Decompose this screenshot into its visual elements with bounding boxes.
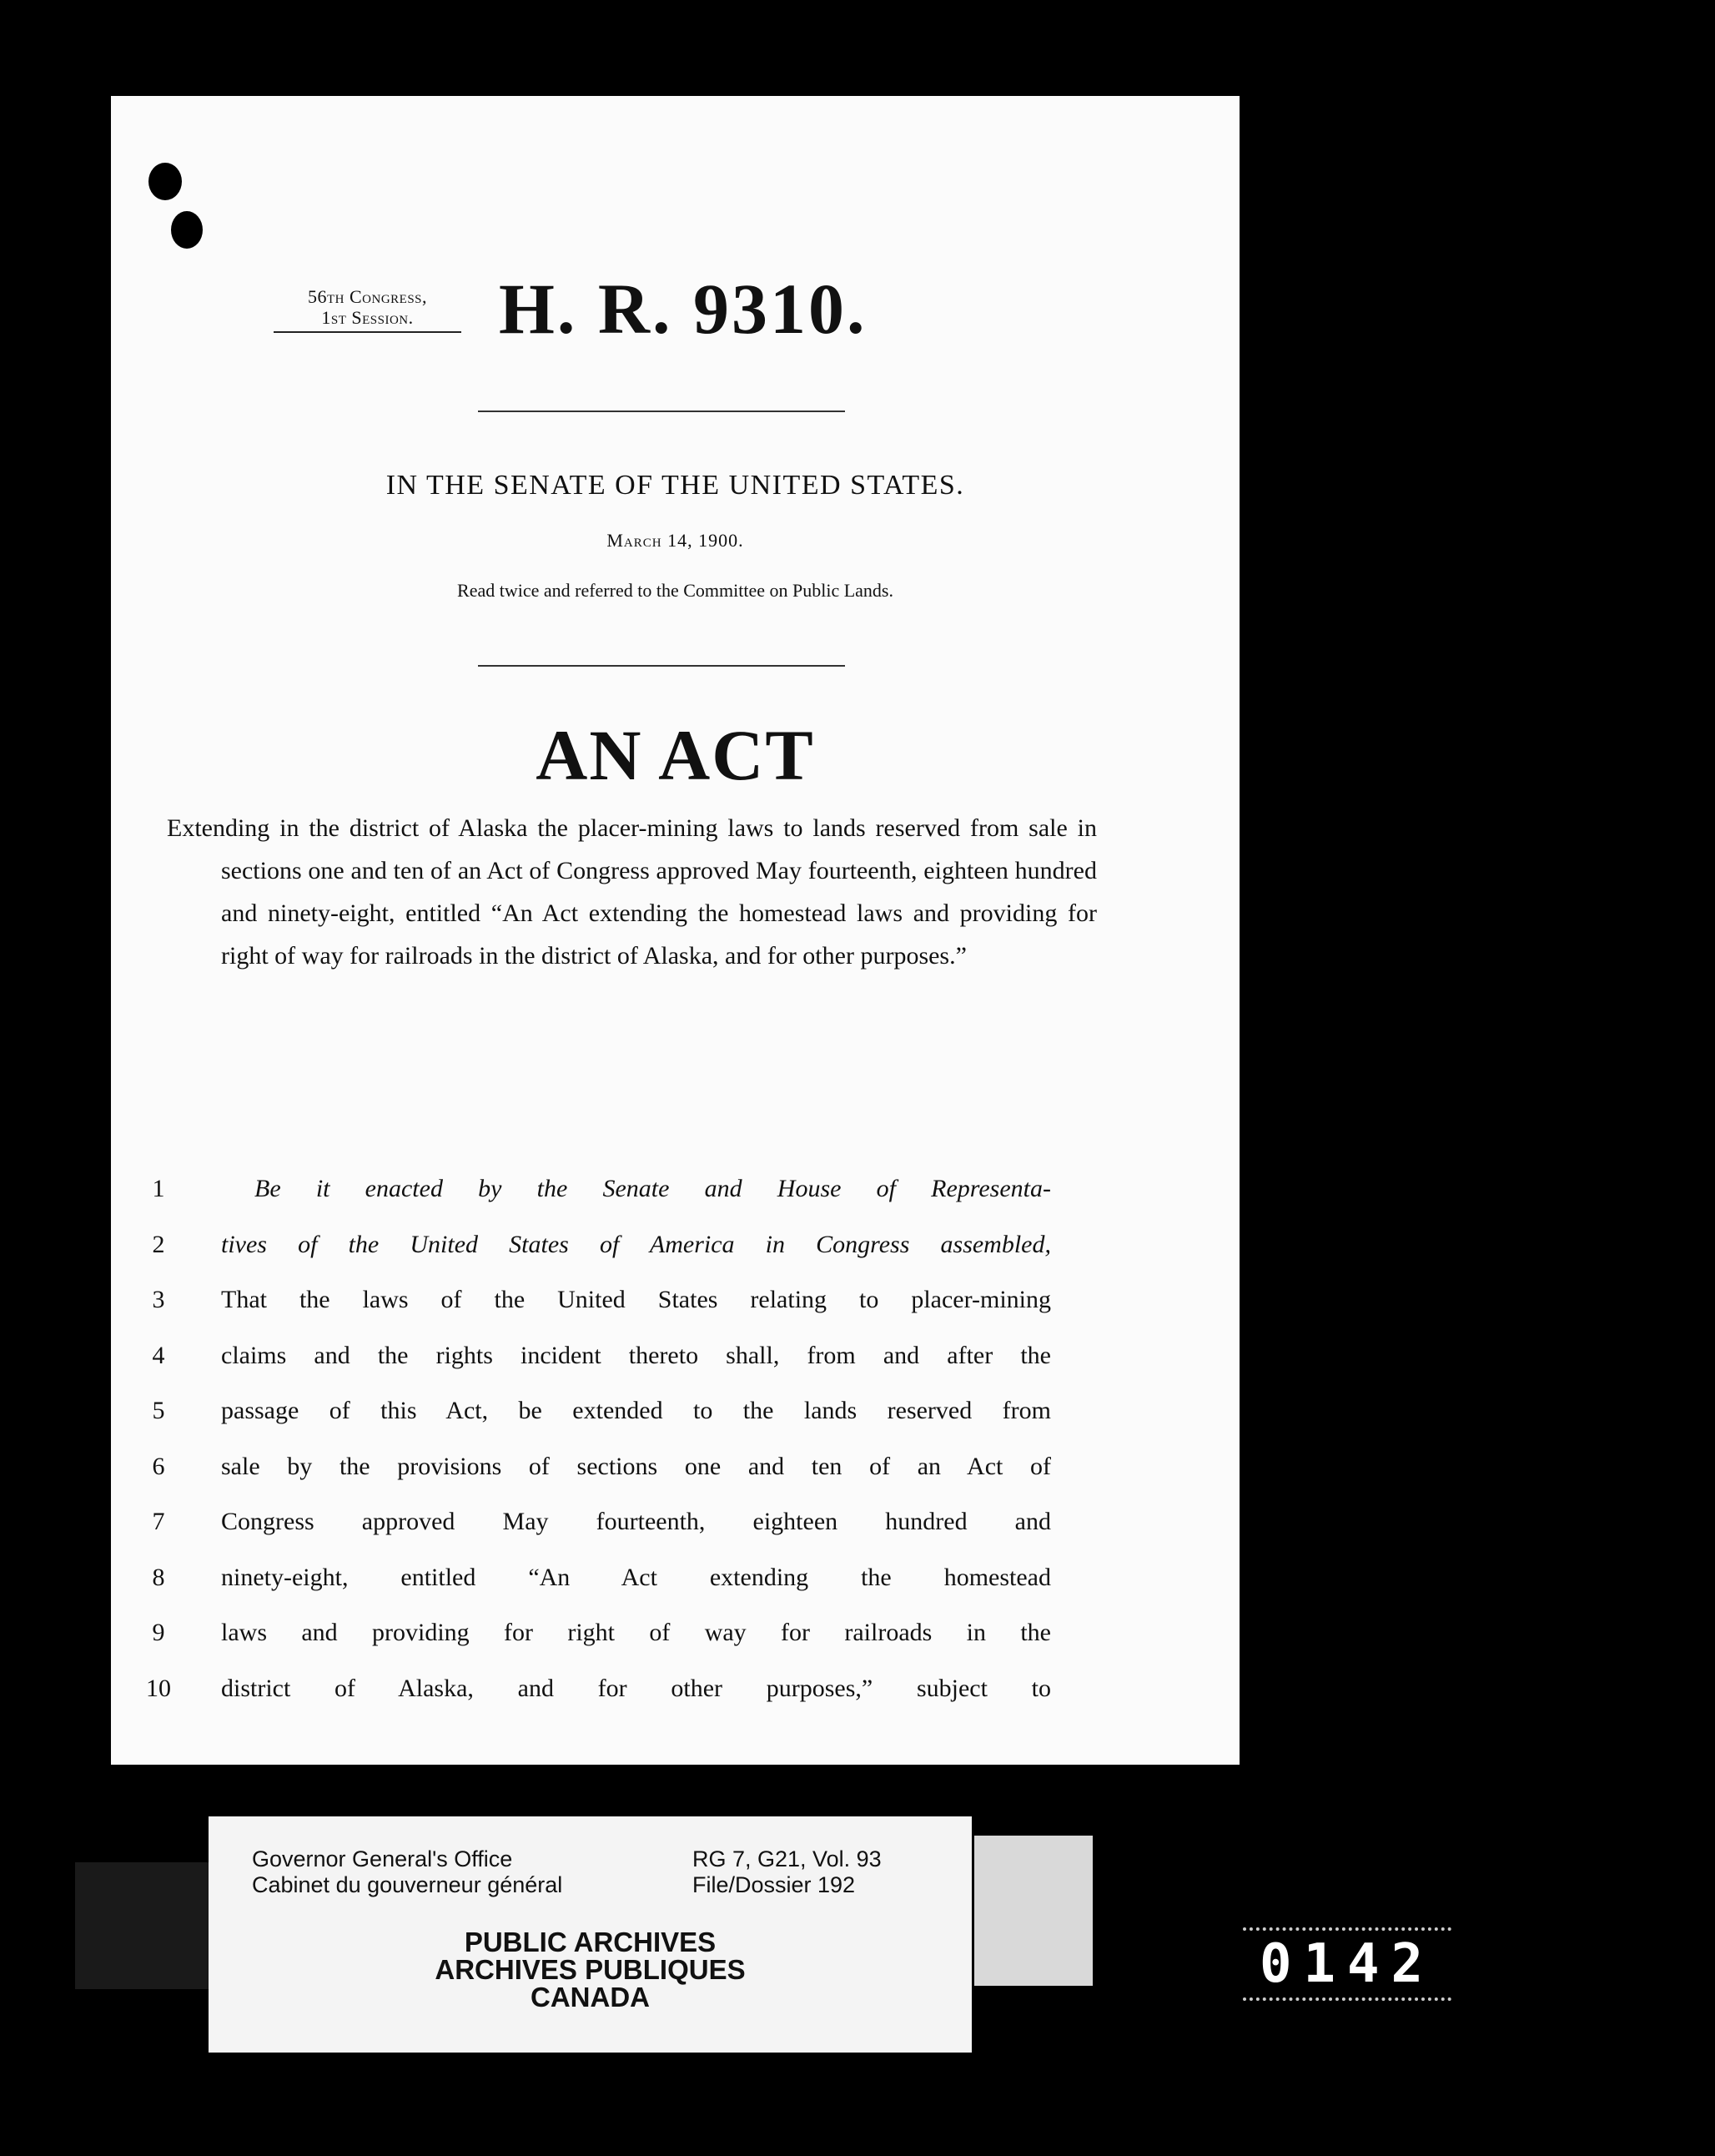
act-description: Extending in the district of Alaska the placer-mining laws to lands reserved from sale in sections one and ten of an Act of Congress approved May fourteenth, eighteen hundred and ninety-eight, entitled “An Act extending the homestead laws and providing for right of way for railroads in the district of Alaska, and for other purposes.” [167,814,1097,970]
line-text: passage of this Act, be extended to the lands reserved from [221,1397,1051,1424]
line-text: ninety-eight, entitled “An Act extending the homestead [221,1563,1051,1591]
line-number: 7 [152,1508,165,1535]
line-text: sale by the provisions of sections one and ten of an Act of [221,1452,1051,1480]
stamp-line: PUBLIC ARCHIVES [464,1927,717,1957]
archive-stamp-label [209,1915,972,2053]
label-flap [974,1836,1093,1986]
stamp-line: ARCHIVES PUBLIQUES [435,1954,746,1985]
punch-hole [148,163,182,200]
text-line [142,1394,1051,1450]
line-text: Be it enacted by the Senate and House of Representa- [254,1175,1051,1202]
frame-number: 0142 [1243,1927,1451,2001]
text-line [142,1561,1051,1617]
line-text: That the laws of the United States relating to placer-mining [221,1286,1051,1313]
senate-heading: IN THE SENATE OF THE UNITED STATES. [385,470,965,501]
line-number: 4 [152,1341,165,1369]
text-line [142,1339,1051,1395]
referral-line: Read twice and referred to the Committee on Public Lands. [457,580,893,601]
stamp-line: CANADA [531,1982,650,2012]
archive-reference-label [209,1816,972,1915]
label-shadow [75,1862,213,1989]
line-text: claims and the rights incident thereto shall, from and after the [221,1341,1051,1369]
text-line [142,1283,1051,1339]
document-page [111,96,1240,1765]
text-line [142,1228,1051,1284]
office-fr: Cabinet du gouverneur général [252,1872,563,1897]
line-text: Congress approved May fourteenth, eighteen hundred and [221,1508,1051,1535]
punch-hole [171,211,203,249]
text-line [142,1450,1051,1506]
divider [478,665,845,667]
line-text: district of Alaska, and for other purposes,” subject to [221,1674,1051,1702]
text-line [142,1672,1051,1728]
line-number: 5 [152,1397,165,1424]
session-label: 1st Session. [321,307,414,328]
congress-session [274,286,461,333]
text-line [142,1505,1051,1561]
act-title: AN ACT [536,715,815,795]
office-names [252,1846,562,1898]
date-line: March 14, 1900. [606,530,744,551]
enacting-text [142,1172,1051,1727]
file-number: File/Dossier 192 [692,1872,856,1897]
line-number: 3 [152,1286,165,1313]
bill-number: H. R. 9310. [499,269,868,349]
line-number: 8 [152,1563,165,1591]
line-number: 10 [146,1674,171,1702]
divider [478,411,845,412]
line-text: laws and providing for right of way for railroads in the [221,1619,1051,1646]
congress-label: 56th Congress, [307,286,428,307]
office-en: Governor General's Office [252,1846,513,1871]
line-number: 2 [152,1230,165,1258]
line-text: tives of the United States of America in Congress assembled, [221,1230,1051,1258]
line-number: 9 [152,1619,165,1646]
record-group: RG 7, G21, Vol. 93 [692,1846,882,1871]
text-line [142,1616,1051,1672]
line-number: 6 [152,1452,165,1480]
line-number: 1 [152,1175,165,1202]
archive-reference [692,1846,882,1898]
text-line [142,1172,1051,1228]
